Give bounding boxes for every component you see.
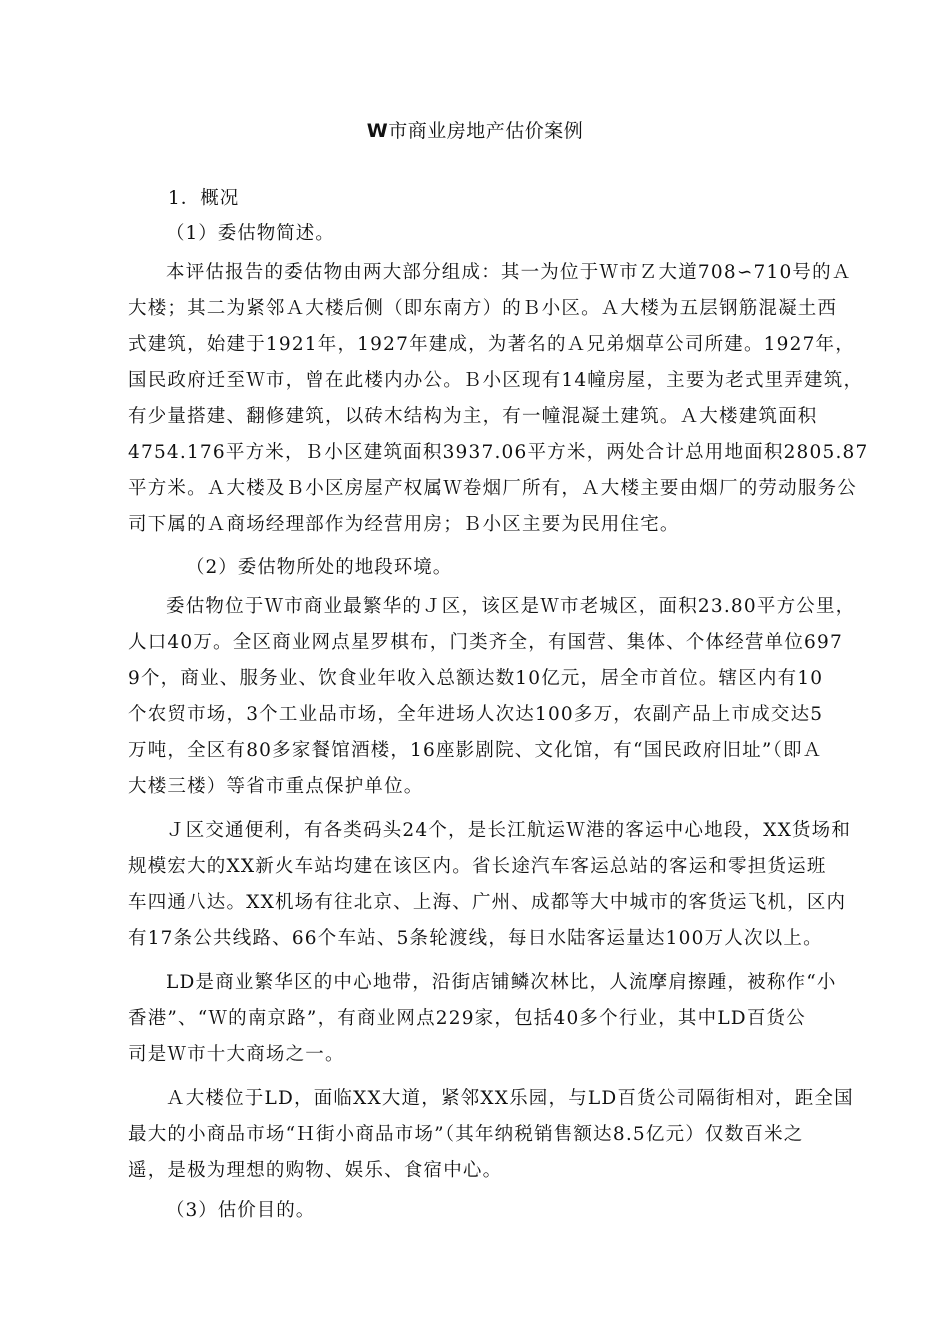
text-line: 香港”、“Ｗ的南京路”，有商业网点229家，包括40多个行业，其中LD百货公 (128, 1008, 806, 1029)
text-line: 有17条公共线路、66个车站、5条轮渡线，每日水陆客运量达100万人次以上。 (128, 928, 823, 949)
text-line: 大楼三楼）等省市重点保护单位。 (128, 776, 424, 797)
text-line: 万吨，全区有80多家餐馆酒楼，16座影剧院、文化馆，有“国民政府旧址”（即Ａ (128, 740, 823, 761)
text-line: 委估物位于Ｗ市商业最繁华的Ｊ区，该区是Ｗ市老城区，面积23.80平方公里， (166, 596, 856, 617)
text-line: 国民政府迁至Ｗ市，曾在此楼内办公。Ｂ小区现有14幢房屋，主要为老式里弄建筑， (128, 370, 864, 391)
subheading-valuation-purpose: （3）估价目的。 (166, 1200, 316, 1221)
text-line: 本评估报告的委估物由两大部分组成：其一为位于Ｗ市Ｚ大道708∽710号的Ａ (166, 262, 852, 283)
section-heading-overview: 1．概况 (168, 188, 240, 209)
text-line: 人口40万。全区商业网点星罗棋布，门类齐全，有国营、集体、个体经营单位697 (128, 632, 843, 653)
text-line: 有少量搭建、翻修建筑，以砖木结构为主，有一幢混凝土建筑。Ａ大楼建筑面积 (128, 406, 818, 427)
text-line: Ａ大楼位于LD，面临XX大道，紧邻XX乐园，与LD百货公司隔街相对，距全国 (166, 1088, 854, 1109)
text-line: 式建筑，始建于1921年，1927年建成，为著名的Ａ兄弟烟草公司所建。1927年， (128, 334, 855, 355)
subheading-object-description: （1）委估物简述。 (166, 223, 335, 244)
text-line: Ｊ区交通便利，有各类码头24个，是长江航运Ｗ港的客运中心地段，XX货场和 (166, 820, 852, 841)
text-line: 最大的小商品市场“Ｈ街小商品市场”（其年纳税销售额达8.5亿元）仅数百米之 (128, 1124, 804, 1145)
text-line: 9个，商业、服务业、饮食业年收入总额达数10亿元，居全市首位。辖区内有10 (128, 668, 824, 689)
text-line: 司下属的Ａ商场经理部作为经营用房；Ｂ小区主要为民用住宅。 (128, 514, 680, 535)
text-line: 大楼；其二为紧邻Ａ大楼后侧（即东南方）的Ｂ小区。Ａ大楼为五层钢筋混凝土西 (128, 298, 838, 319)
text-line: LD是商业繁华区的中心地带，沿街店铺鳞次林比，人流摩肩擦踵，被称作“小 (166, 972, 837, 993)
text-line: 车四通八达。XX机场有往北京、上海、广州、成都等大中城市的客货运飞机，区内 (128, 892, 847, 913)
text-line: 遥，是极为理想的购物、娱乐、食宿中心。 (128, 1160, 503, 1181)
text-line: 平方米。Ａ大楼及Ｂ小区房屋产权属Ｗ卷烟厂所有，Ａ大楼主要由烟厂的劳动服务公 (128, 478, 857, 499)
text-line: 司是Ｗ市十大商场之一。 (128, 1044, 345, 1065)
text-line: 4754.176平方米，Ｂ小区建筑面积3937.06平方米，两处合计总用地面积2805.87 (128, 442, 869, 463)
subheading-location-environment: （2）委估物所处的地段环境。 (186, 557, 453, 578)
text-line: 个农贸市场，3个工业品市场，全年进场人次达100多万，农副产品上市成交达5 (128, 704, 824, 725)
document-title: W市商业房地产估价案例 (366, 120, 584, 142)
text-line: 规模宏大的XX新火车站均建在该区内。省长途汽车客运总站的客运和零担货运班 (128, 856, 827, 877)
